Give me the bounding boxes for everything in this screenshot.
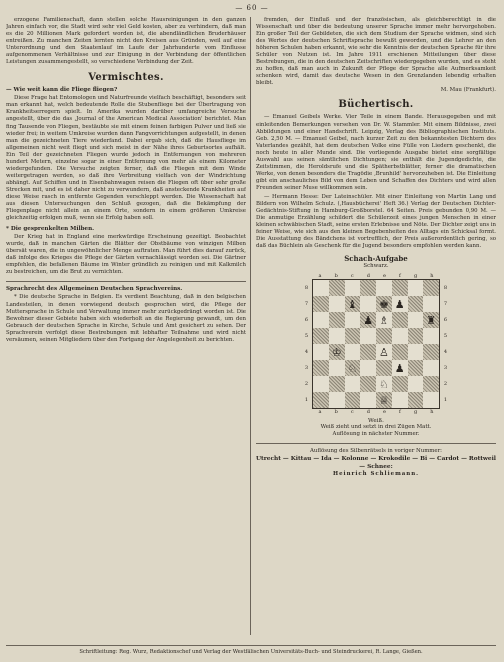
chess-square	[345, 280, 361, 296]
chess-square	[392, 328, 408, 344]
chess-piece-square: ♟	[360, 312, 376, 328]
puzzle-solution-title: Auflösung des Silbenrätsels in voriger Nummer:	[310, 448, 442, 455]
chess-square	[392, 376, 408, 392]
chess-square	[423, 328, 439, 344]
chess-square	[329, 280, 345, 296]
chess-square	[329, 392, 345, 408]
chess-ranks-right	[440, 280, 451, 408]
chess-diagram	[301, 273, 451, 415]
chess-square	[423, 344, 439, 360]
chess-square	[329, 312, 345, 328]
chess-rank-label: 8	[304, 285, 309, 292]
chess-square	[360, 344, 376, 360]
article-title-sprachverein: Sprachrecht des Allgemeinen Deutschen Sprachvereins.	[6, 286, 183, 293]
chess-rank-label: 6	[443, 317, 448, 324]
chess-file-label: d	[366, 409, 370, 416]
chess-square	[408, 328, 424, 344]
chess-piece-square: ♔	[329, 344, 345, 360]
chess-piece-square: ♕	[376, 392, 392, 408]
chess-square	[408, 392, 424, 408]
chess-square	[313, 360, 329, 376]
chess-rank-label: 7	[304, 301, 309, 308]
chess-rank-label: 3	[304, 365, 309, 372]
chess-white-label: Weiß.	[368, 418, 384, 425]
chess-file-label: a	[318, 409, 322, 416]
chess-rank-label: 1	[304, 397, 309, 404]
article-text-milben: Der Krieg hat in England eine merkwürdige Erscheinung gezeitigt. Beobachtet wurde, daß in manchen Gärten die Blätter der Obstbäume von winzigen Milben übersät waren, die in ungewöhnlicher Menge auftraten. Man führt dies darauf zurück, daß infolge des Krieges die Pflege der Gärten vernachlässigt worden sei. Die Gärtner empfehlen, die befallenen Bäume im Winter gründlich zu reinigen und mit Kalkmilch zu bestreichen, um die Brut zu vernichten.	[6, 234, 246, 276]
chess-file-label: c	[350, 273, 354, 280]
article-title-milben: * Die gesprenkelten Milben.	[6, 226, 95, 233]
chess-piece-square: ♘	[376, 376, 392, 392]
chess-piece-square: ♚	[376, 296, 392, 312]
chess-square	[313, 280, 329, 296]
chess-rank-label: 4	[443, 349, 448, 356]
chess-square	[345, 376, 361, 392]
section-title-vermischtes: Vermischtes.	[88, 72, 164, 84]
chess-rank-label: 2	[443, 381, 448, 388]
article-text-sprachverein: * Die deutsche Sprache in Belgien. Es verdient Beachtung, daß in den belgischen Landesteilen, in denen vorwiegend deutsch gesprochen wird, die Pflege der Muttersprache in Schule und Verwaltung immer mehr zurückgedrängt worden ist. Die Bewohner dieser Gebiete haben sich wiederholt an die Regierung gewandt, um den Gebrauch der deutschen Sprache in Kirche, Schule und Amt gesichert zu sehen. Der Sprachverein verfolgt diese Bestrebungen mit lebhafter Teilnahme und wird nicht versäumen, seinen Mitgliedern über den Fortgang der Angelegenheit zu berichten.	[6, 294, 246, 343]
chess-file-label: g	[413, 273, 418, 280]
puzzle-solution-words: Utrecht — Kittau — Ida — Kolonne — Krokodile — Bi — Cardot — Rottweil — Schnee:	[256, 456, 496, 471]
chess-piece-square: ♟	[392, 296, 408, 312]
book-review-hesse: — Hermann Hesse: Der Lateinschüler. Mit einer Einleitung von Martin Lang und Bildern von Wilhelm Schulz. (‚Hausbücherei' Heft 36.) Verlag der Deutschen Dichter-Gedächtnis-Stiftung in Hamburg-Großborstel. 64 Seiten. Preis gebunden 0,90 M. — Die anmutige Erzählung schildert die Schülerzeit eines jungen Menschen in einer kleinen schwäbischen Stadt, seine ersten Erlebnisse und Nöte. Der Dichter zeigt uns in feiner Weise, wie sich aus den kleinen Begebenheiten des Alltags ein Schicksal formt. Die Ausstattung des Bändchens ist vortrefflich, der Preis außerordentlich gering, so daß das Büchlein als Geschenk für die Jugend besonders empfohlen werden kann.	[256, 193, 496, 250]
chess-piece-square: ♟	[392, 360, 408, 376]
chess-square	[360, 296, 376, 312]
chess-file-label: e	[382, 409, 386, 416]
chess-files-bottom	[312, 409, 440, 415]
chess-file-label: h	[430, 409, 434, 416]
chess-square	[408, 344, 424, 360]
chess-piece-square: ♝	[345, 296, 361, 312]
divider-rule-2	[256, 443, 496, 444]
chess-square	[345, 312, 361, 328]
chess-square	[376, 360, 392, 376]
author-signature: M. Mau (Frankfurt).	[440, 87, 496, 94]
chess-file-label: g	[413, 409, 418, 416]
chess-rank-label: 3	[443, 365, 448, 372]
left-column	[6, 17, 246, 635]
chess-square	[313, 376, 329, 392]
chess-task: Weiß zieht und setzt in drei Zügen Matt.	[320, 424, 432, 431]
article-text-fliege: Diese Frage hat Entomologen und Naturfreunde vielfach beschäftigt, besonders seit man erkannt hat, welch bedeutende Rolle die Stubenfliege bei der Übertragung von Krankheitserregern spielt. In Amerika wurden darüber umfangreiche Versuche angestellt, über die das ‚Journal of the American Medical Association' berichtet. Man fing Tausende von Fliegen, bestäubte sie mit einem feinen farbigen Pulver und ließ sie wieder frei; in weitem Umkreise wurden dann Fangvorrichtungen aufgestellt, in denen man die gezeichneten Tiere wiederfand. Dabei ergab sich, daß die Hausfliege im allgemeinen nicht weit fliegt und sich meist in der Nähe ihres Geburtsortes aufhält. Ein Teil der gezeichneten Fliegen wurde jedoch in Entfernungen von mehreren hundert Metern, einzelne sogar in einer Entfernung von mehr als einem Kilometer wiedergefunden. Die Versuche zeigten ferner, daß die Fliegen mit dem Winde weitergetragen werden, so daß ihre Verbreitung vielfach von der Windrichtung abhängt. Auf Schiffen und in Eisenbahnwagen reisen die Fliegen oft über sehr große Strecken mit, und es ist daher nicht zu verwundern, daß ansteckende Krankheiten auf diese Weise rasch in entfernte Gegenden verschleppt werden. Die Wissenschaft hat aus diesen Untersuchungen den Schluß gezogen, daß die Bekämpfung der Fliegenplage nicht allein an einem Orte, sondern in einem größeren Umkreise gleichzeitig erfolgen muß, wenn sie Erfolg haben soll.	[6, 95, 246, 222]
chess-rank-label: 6	[304, 317, 309, 324]
chess-piece-square: ♘	[345, 360, 361, 376]
divider-rule	[6, 281, 246, 282]
page-footer: Schriftleitung: Reg. Wurz, Redaktionschef und Verlag der Westfälischen Universitäts-Buch- und Steindruckerei, R. Lange, Gießen.	[6, 645, 496, 655]
chess-square	[408, 376, 424, 392]
chess-title: Schach-Aufgabe	[344, 254, 408, 264]
chess-file-label: e	[382, 273, 386, 280]
left-intro-paragraph: erzogene Familienschaft, dann stellen solche Hausreinigungen in den ganzen Jahren einfach vor, die Stadt wird sehr viel Geld kosten, aber zu verhindern, daß man es die 20 Millionen Mark gefordert worden ist, die abendländlichen Bruderhäuser entreißen. Zu manchen Zeiten lernten nicht den Kreisen aus Gründen, weil auf eine Unterordnung und den Staatenlauf im Laufe der Jahrhunderte vom Einflusse aufgenommenen Verhältnisse und zur Einigung in der Verbindung der öffentlichen Leistungen zusammengestellt, so verschiedene Verbindung der Zeit.	[6, 17, 246, 66]
chess-square	[345, 328, 361, 344]
section-title-buechertisch: Büchertisch.	[338, 99, 414, 111]
chess-square	[360, 328, 376, 344]
chess-rank-label: 8	[443, 285, 448, 292]
chess-square	[313, 392, 329, 408]
chess-square	[392, 280, 408, 296]
chess-square	[423, 280, 439, 296]
chess-file-label: b	[334, 409, 338, 416]
chess-square	[392, 312, 408, 328]
puzzle-solution-answer: Heinrich Schliemann.	[333, 471, 419, 478]
chess-square	[408, 360, 424, 376]
chess-square	[313, 344, 329, 360]
chess-square	[423, 296, 439, 312]
chess-square	[313, 328, 329, 344]
chess-square	[329, 360, 345, 376]
chess-square	[408, 296, 424, 312]
chess-rank-label: 2	[304, 381, 309, 388]
chess-solution-note: Auflösung in nächster Nummer.	[332, 431, 420, 438]
chess-rank-label: 7	[443, 301, 448, 308]
chess-file-label: c	[350, 409, 354, 416]
chess-square	[329, 328, 345, 344]
chess-file-label: f	[399, 409, 401, 416]
chess-square	[376, 328, 392, 344]
chess-square	[392, 344, 408, 360]
chess-square	[423, 360, 439, 376]
chess-ranks-left	[301, 280, 312, 408]
chess-file-label: f	[399, 273, 401, 280]
chess-square	[329, 376, 345, 392]
chess-file-label: a	[318, 273, 322, 280]
chess-square	[392, 392, 408, 408]
chess-rank-label: 5	[443, 333, 448, 340]
column-divider	[250, 17, 251, 635]
chess-file-label: h	[430, 273, 434, 280]
chess-rank-label: 4	[304, 349, 309, 356]
chess-piece-square: ♗	[376, 312, 392, 328]
chess-square	[360, 392, 376, 408]
chess-square	[360, 280, 376, 296]
chess-square	[345, 344, 361, 360]
chess-square	[360, 360, 376, 376]
chess-rank-label: 1	[443, 397, 448, 404]
chess-board	[312, 279, 440, 409]
right-intro-paragraph: fremden, der Einfluß und der französischen, als gleichberechtigt in die Wissenschaft und über die bedeutung unserer Sprache immer mehr hervorgehoben. Ein großer Teil der Gebildeten, die sich dem Studium der Sprache widmen, sind sich des Wertes der deutschen Schriftsprache bewußt geworden, und die Lehrer an den höheren Schulen haben erkannt, wie sehr die Kenntnis der deutschen Sprache für ihre Schüler von Nutzen ist. Im Jahre 1911 erschienen Mitteilungen über diese Bestrebungen, die in den deutschen Zeitschriften wiedergegeben wurden, und es steht zu hoffen, daß man auch in Zukunft der Pflege der Sprache alle Aufmerksamkeit schenken wird, damit das deutsche Wesen in den Grenzlanden lebendig erhalten bleibt.	[256, 17, 496, 87]
chess-piece-square: ♜	[423, 312, 439, 328]
right-column	[256, 17, 496, 635]
chess-square	[313, 296, 329, 312]
chess-piece-square: ♙	[376, 344, 392, 360]
book-review-geibel: — Emanuel Geibels Werke. Vier Teile in einem Bande. Herausgegeben und mit einleitenden Bemerkungen versehen von Dr. W. Stammler. Mit einem Bildnisse, zwei Abbildungen und einer Handschrift. Leipzig, Verlag des Bibliographischen Instituts. Geb. 2,50 M. — Emanuel Geibel, nach kurzer Zeit zu den bekanntesten Dichtern des Vaterlandes gezählt, hat dem deutschen Volke eine Fülle von Liedern geschenkt, die noch heute in aller Munde sind. Die vorliegende Ausgabe bietet eine sorgfältige Auswahl aus seinen sämtlichen Dichtungen; sie enthält die Jugendgedichte, die Zeitstimmen, die Heroldsrufe und die Spätherbstblätter, ferner die dramatischen Werke, von denen besonders die Tragödie ‚Brunhild' hervorzuheben ist. Die Einleitung gibt ein anschauliches Bild von dem Leben und Schaffen des Dichters und wird allen Freunden seiner Muse willkommen sein.	[256, 114, 496, 191]
chess-square	[345, 392, 361, 408]
chess-square	[329, 296, 345, 312]
chess-file-label: b	[334, 273, 338, 280]
chess-square	[376, 280, 392, 296]
chess-file-label: d	[366, 273, 370, 280]
article-title-fliege: — Wie weit kann die Fliege fliegen?	[6, 87, 118, 94]
chess-rank-label: 5	[304, 333, 309, 340]
chess-square	[408, 312, 424, 328]
chess-square	[408, 280, 424, 296]
chess-square	[313, 312, 329, 328]
chess-square	[360, 376, 376, 392]
chess-square	[423, 392, 439, 408]
page-number: — 60 —	[235, 4, 269, 12]
chess-square	[423, 376, 439, 392]
chess-black-label: Schwarz.	[363, 263, 389, 270]
